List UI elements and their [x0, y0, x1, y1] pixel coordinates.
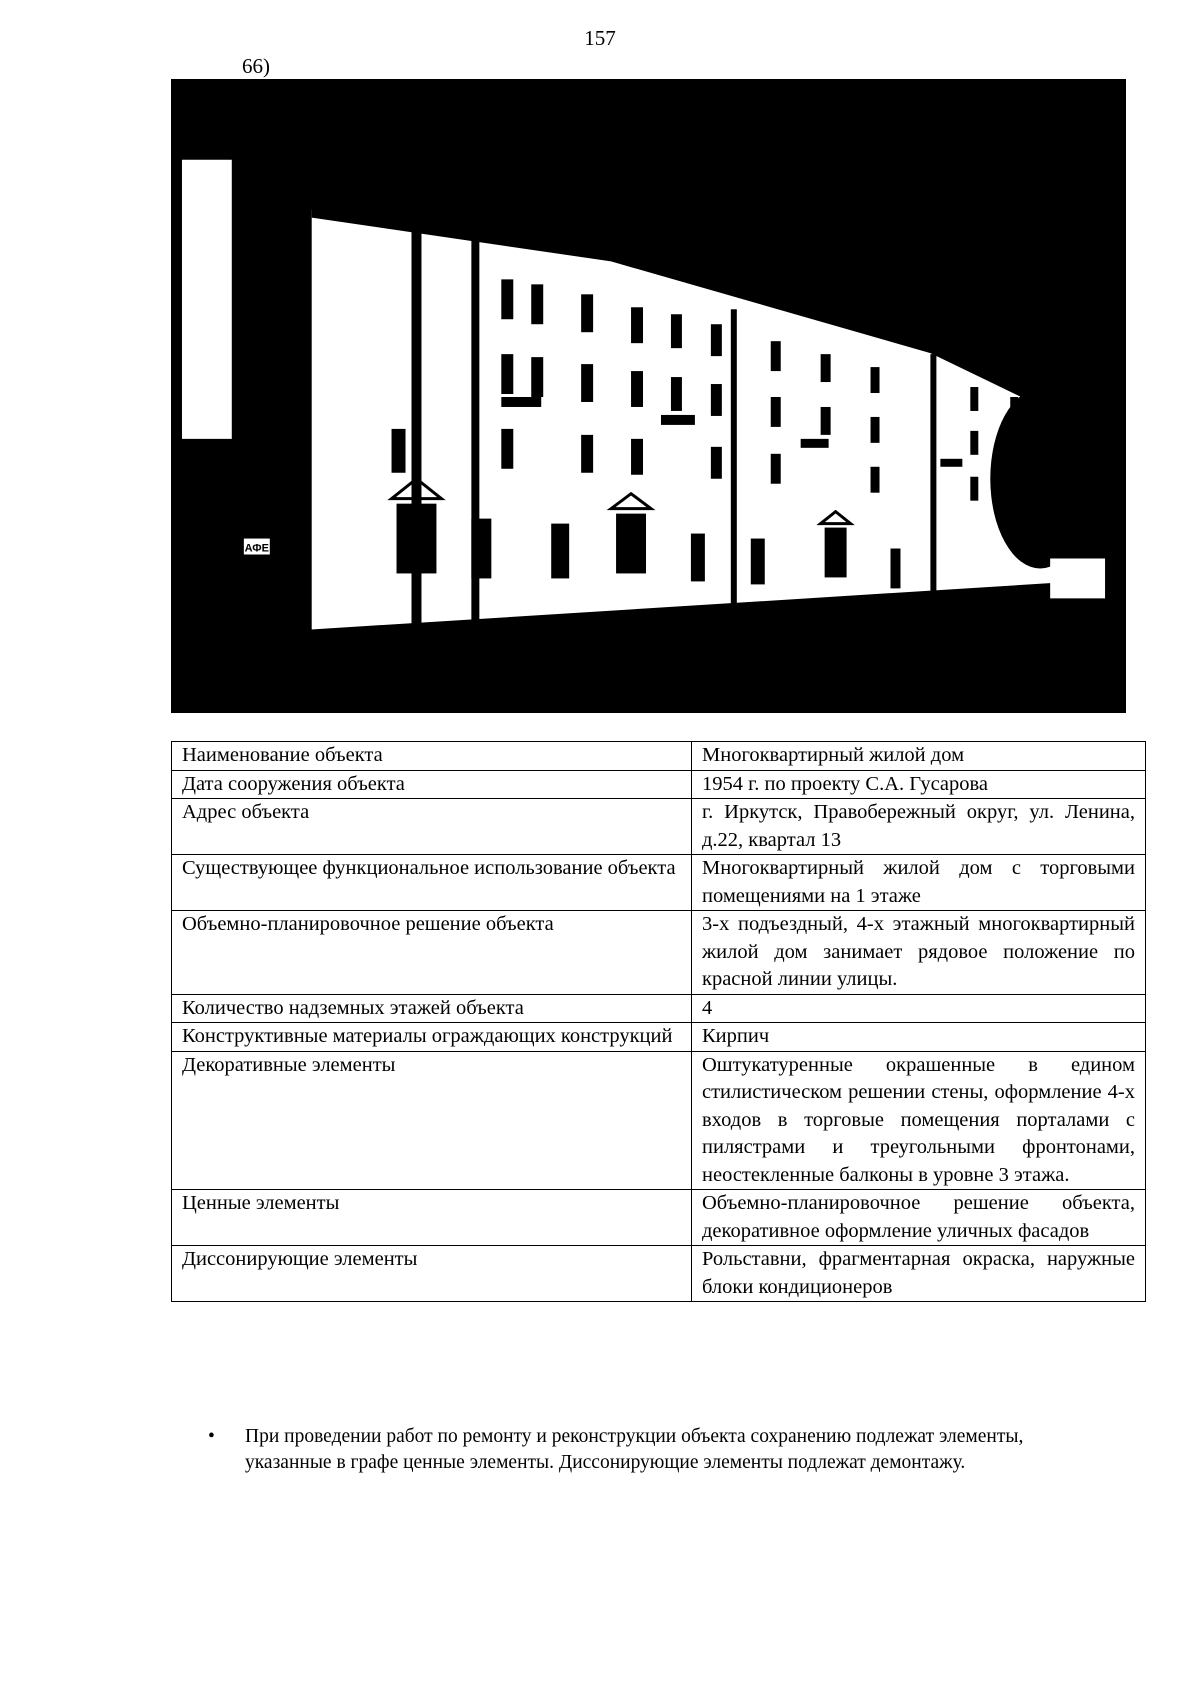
window: [821, 407, 831, 435]
window: [631, 371, 643, 407]
row-value: Кирпич: [692, 1023, 1146, 1052]
row-label: Наименование объекта: [172, 742, 692, 771]
window: [871, 417, 880, 443]
shop-window: [751, 539, 765, 585]
window: [871, 467, 880, 493]
window: [821, 354, 831, 382]
row-label: Дата сооружения объекта: [172, 770, 692, 799]
window: [631, 439, 643, 475]
window: [771, 341, 781, 371]
row-value: Многоквартирный жилой дом с торговыми помещениями на 1 этаже: [692, 855, 1146, 911]
window: [771, 397, 781, 427]
table-row: [172, 1190, 1146, 1246]
row-label: Количество надземных этажей объекта: [172, 994, 692, 1023]
footnote-text: При проведении работ по ремонту и реконструкции объекта сохранению подлежат элементы, указанные в графе ценные элементы. Диссонирующие элементы подлежат демонтажу.: [245, 1426, 1024, 1473]
window: [970, 387, 978, 411]
doorway: [397, 504, 437, 574]
row-value: 3-х подъездный, 4-х этажный многоквартирный жилой дом занимает рядовое положение по красной линии улицы.: [692, 911, 1146, 995]
table-row: [172, 1051, 1146, 1190]
table-row: [172, 994, 1146, 1023]
pilaster: [471, 239, 479, 668]
window: [771, 454, 781, 484]
table-row: [172, 1246, 1146, 1302]
row-value: Объемно-планировочное решение объекта, декоративное оформление уличных фасадов: [692, 1190, 1146, 1246]
row-value: г. Иркутск, Правобережный округ, ул. Ленина, д.22, квартал 13: [692, 799, 1146, 855]
page-number: 157: [584, 26, 616, 50]
window: [501, 279, 513, 319]
row-label: Объемно-планировочное решение объекта: [172, 911, 692, 995]
balcony: [661, 415, 695, 425]
table-row: [172, 799, 1146, 855]
table-row: [172, 770, 1146, 799]
window: [581, 294, 593, 332]
window: [711, 447, 722, 479]
window: [392, 429, 406, 473]
column: [232, 100, 302, 598]
balcony: [501, 397, 541, 407]
window: [671, 314, 682, 348]
building-photo-drawing: [172, 80, 1125, 712]
row-value: Оштукатуренные окрашенные в едином стилистическом решении стены, оформление 4-х входов в торговые помещения порталами с пилястрами и треугольными фронтонами, неостекленные балконы в уровне 3 этажа.: [692, 1051, 1146, 1190]
balcony: [940, 459, 962, 467]
table-row: [172, 1023, 1146, 1052]
window: [970, 431, 978, 455]
bullet-icon: •: [208, 1426, 215, 1447]
row-label: Адрес объекта: [172, 799, 692, 855]
left-building-light: [182, 160, 232, 439]
row-value: 1954 г. по проекту С.А. Гусарова: [692, 770, 1146, 799]
row-label: Диссонирующие элементы: [172, 1246, 692, 1302]
row-value: Многоквартирный жилой дом: [692, 742, 1146, 771]
cafe-sign-text: АФЕ: [244, 542, 269, 555]
shop-window: [890, 549, 900, 589]
row-label: Существующее функциональное использование объекта: [172, 855, 692, 911]
doorway: [825, 528, 847, 578]
row-value: 4: [692, 994, 1146, 1023]
van: [1050, 558, 1105, 598]
row-value: Рольставни, фрагментарная окраска, наружные блоки кондиционеров: [692, 1246, 1146, 1302]
window: [711, 384, 722, 416]
tree: [990, 389, 1090, 568]
doorway: [616, 514, 646, 574]
window: [871, 367, 880, 393]
window: [631, 307, 643, 343]
window: [581, 364, 593, 402]
row-label: Конструктивные материалы ограждающих конструкций: [172, 1023, 692, 1052]
row-label: Ценные элементы: [172, 1190, 692, 1246]
balcony: [801, 439, 829, 448]
building-photo: [171, 79, 1126, 713]
window: [711, 324, 722, 356]
shop-window: [551, 524, 569, 579]
object-info-table: [171, 741, 1146, 1302]
window: [671, 377, 682, 411]
window: [501, 429, 513, 469]
pilaster: [411, 230, 421, 669]
table-row: [172, 742, 1146, 771]
table-row: [172, 855, 1146, 911]
window: [501, 354, 513, 394]
window: [581, 435, 593, 473]
shop-window: [691, 534, 705, 582]
figure-label: 66): [242, 54, 270, 78]
pilaster: [731, 309, 737, 638]
row-label: Декоративные элементы: [172, 1051, 692, 1190]
window: [970, 477, 978, 501]
window: [531, 284, 543, 324]
footnote: [208, 1424, 1088, 1475]
shop-window: [471, 519, 491, 579]
table-row: [172, 911, 1146, 995]
window: [531, 357, 543, 397]
